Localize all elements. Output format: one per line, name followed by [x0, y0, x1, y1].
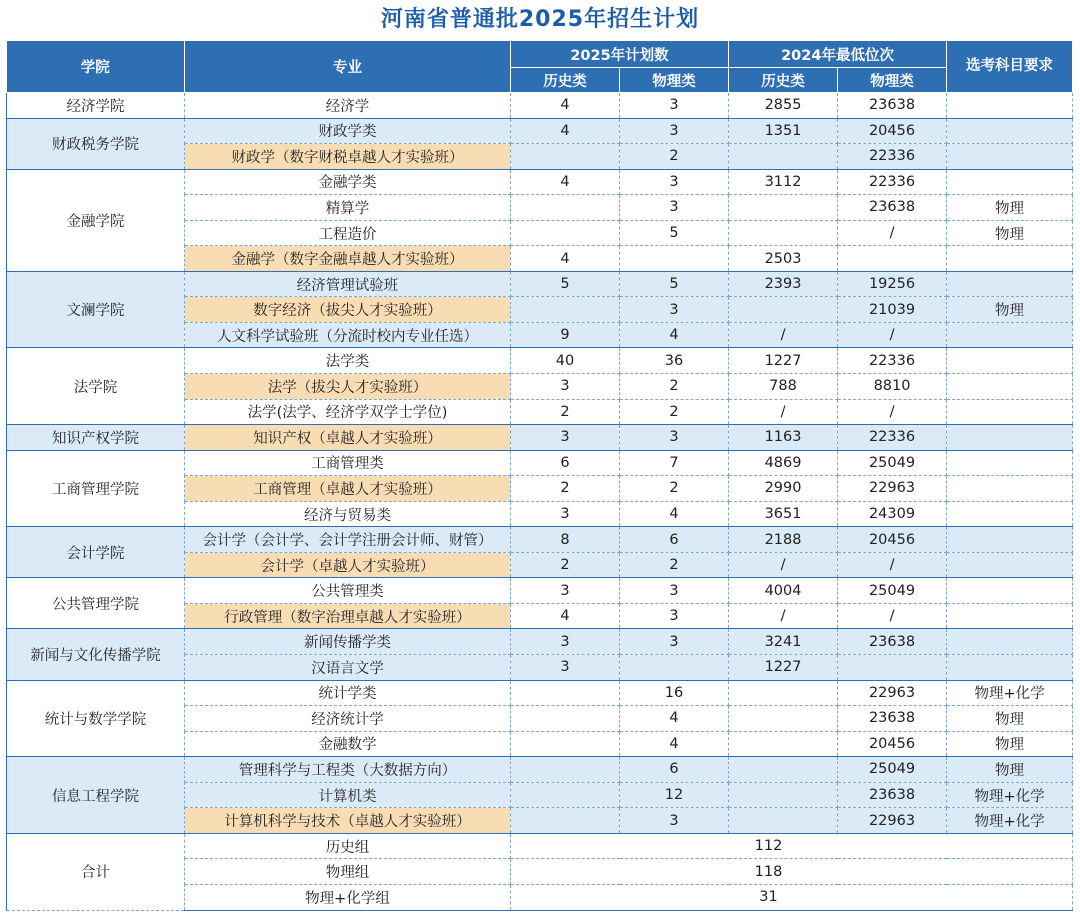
totals-group-name: 物理+化学组: [185, 884, 511, 910]
rank-history-cell: /: [729, 399, 838, 425]
rank-history-cell: 3112: [729, 169, 838, 195]
major-cell: 公共管理类: [185, 578, 511, 604]
subject-requirement-cell: [947, 348, 1073, 374]
plan-history-cell: [511, 195, 620, 221]
college-cell: 会计学院: [7, 527, 185, 578]
plan-physics-cell: 4: [620, 322, 729, 348]
plan-history-cell: 9: [511, 322, 620, 348]
subject-requirement-cell: 物理: [947, 731, 1073, 757]
plan-physics-cell: 2: [620, 374, 729, 400]
rank-physics-cell: [838, 655, 947, 681]
subject-requirement-cell: 物理: [947, 297, 1073, 323]
rank-physics-cell: 23638: [838, 629, 947, 655]
header-rank-history: 历史类: [729, 68, 838, 93]
rank-history-cell: [729, 706, 838, 732]
major-cell: 财政学类: [185, 118, 511, 144]
subject-requirement-cell: [947, 501, 1073, 527]
plan-physics-cell: 3: [620, 93, 729, 119]
subject-requirement-cell: 物理: [947, 757, 1073, 783]
table-row: [7, 425, 1073, 451]
major-cell: 工商管理类: [185, 450, 511, 476]
plan-history-cell: 2: [511, 476, 620, 502]
subject-requirement-cell: [947, 425, 1073, 451]
plan-history-cell: 4: [511, 246, 620, 272]
table-row: [7, 118, 1073, 144]
major-cell: 汉语言文学: [185, 655, 511, 681]
plan-physics-cell: 2: [620, 144, 729, 170]
major-cell: 法学(法学、经济学双学士学位): [185, 399, 511, 425]
plan-physics-cell: 2: [620, 552, 729, 578]
college-cell: 统计与数学学院: [7, 680, 185, 757]
plan-physics-cell: 36: [620, 348, 729, 374]
plan-physics-cell: 3: [620, 629, 729, 655]
rank-physics-cell: 19256: [838, 271, 947, 297]
plan-history-cell: [511, 220, 620, 246]
plan-history-cell: 4: [511, 93, 620, 119]
rank-physics-cell: 23638: [838, 195, 947, 221]
header-subject-requirement: 选考科目要求: [947, 41, 1073, 93]
subject-requirement-cell: 物理: [947, 706, 1073, 732]
plan-physics-cell: 3: [620, 118, 729, 144]
plan-history-cell: 6: [511, 450, 620, 476]
college-cell: 信息工程学院: [7, 757, 185, 834]
plan-physics-cell: 3: [620, 425, 729, 451]
plan-history-cell: 4: [511, 169, 620, 195]
major-cell: 知识产权（卓越人才实验班）: [185, 425, 511, 451]
rank-physics-cell: 21039: [838, 297, 947, 323]
plan-history-cell: 5: [511, 271, 620, 297]
college-cell: 金融学院: [7, 169, 185, 271]
plan-physics-cell: 12: [620, 782, 729, 808]
subject-requirement-cell: [947, 527, 1073, 553]
major-cell: 工商管理（卓越人才实验班）: [185, 476, 511, 502]
rank-physics-cell: [838, 246, 947, 272]
rank-history-cell: 1227: [729, 348, 838, 374]
rank-history-cell: [729, 195, 838, 221]
table-row: [7, 271, 1073, 297]
subject-requirement-cell: [947, 144, 1073, 170]
table-row: [7, 450, 1073, 476]
major-cell: 新闻传播学类: [185, 629, 511, 655]
college-cell: 公共管理学院: [7, 578, 185, 629]
plan-history-cell: 3: [511, 501, 620, 527]
table-row: [7, 757, 1073, 783]
plan-history-cell: 2: [511, 552, 620, 578]
enrollment-plan-table: [6, 41, 1073, 911]
rank-physics-cell: 22336: [838, 169, 947, 195]
rank-history-cell: 4004: [729, 578, 838, 604]
plan-physics-cell: 7: [620, 450, 729, 476]
major-cell: 统计学类: [185, 680, 511, 706]
plan-physics-cell: 2: [620, 476, 729, 502]
plan-physics-cell: 3: [620, 169, 729, 195]
rank-history-cell: 1227: [729, 655, 838, 681]
rank-physics-cell: 25049: [838, 450, 947, 476]
major-cell: 精算学: [185, 195, 511, 221]
plan-history-cell: [511, 782, 620, 808]
rank-physics-cell: 23638: [838, 93, 947, 119]
rank-history-cell: /: [729, 322, 838, 348]
major-cell: 计算机类: [185, 782, 511, 808]
rank-physics-cell: /: [838, 322, 947, 348]
rank-history-cell: 2503: [729, 246, 838, 272]
rank-physics-cell: 23638: [838, 782, 947, 808]
plan-history-cell: 3: [511, 655, 620, 681]
rank-physics-cell: 22336: [838, 348, 947, 374]
subject-requirement-cell: 物理+化学: [947, 808, 1073, 834]
plan-physics-cell: 5: [620, 271, 729, 297]
table-row: [7, 169, 1073, 195]
rank-physics-cell: 23638: [838, 706, 947, 732]
rank-physics-cell: /: [838, 399, 947, 425]
subject-requirement-cell: [947, 399, 1073, 425]
plan-physics-cell: 5: [620, 220, 729, 246]
plan-physics-cell: 3: [620, 195, 729, 221]
rank-physics-cell: /: [838, 220, 947, 246]
major-cell: 工程造价: [185, 220, 511, 246]
header-rank-2024: 2024年最低位次: [729, 41, 947, 68]
table-row: [7, 680, 1073, 706]
rank-physics-cell: 20456: [838, 731, 947, 757]
subject-requirement-cell: [947, 629, 1073, 655]
major-cell: 数字经济（拔尖人才实验班）: [185, 297, 511, 323]
plan-history-cell: [511, 680, 620, 706]
subject-requirement-cell: 物理: [947, 195, 1073, 221]
plan-history-cell: 40: [511, 348, 620, 374]
subject-requirement-cell: [947, 603, 1073, 629]
subject-requirement-cell: [947, 322, 1073, 348]
college-cell: 法学院: [7, 348, 185, 425]
table-row: [7, 629, 1073, 655]
rank-history-cell: 788: [729, 374, 838, 400]
major-cell: 经济管理试验班: [185, 271, 511, 297]
plan-history-cell: 3: [511, 578, 620, 604]
rank-physics-cell: /: [838, 552, 947, 578]
subject-requirement-cell: [947, 271, 1073, 297]
rank-history-cell: /: [729, 603, 838, 629]
plan-history-cell: 4: [511, 118, 620, 144]
header-major: 专业: [185, 41, 511, 93]
plan-history-cell: 3: [511, 374, 620, 400]
major-cell: 经济与贸易类: [185, 501, 511, 527]
major-cell: 经济学: [185, 93, 511, 119]
major-cell: 行政管理（数字治理卓越人才实验班）: [185, 603, 511, 629]
subject-requirement-cell: [947, 93, 1073, 119]
table-row: [7, 527, 1073, 553]
rank-history-cell: [729, 757, 838, 783]
subject-requirement-cell: [947, 450, 1073, 476]
rank-physics-cell: 22336: [838, 144, 947, 170]
subject-requirement-cell: 物理+化学: [947, 680, 1073, 706]
subject-requirement-cell: 物理+化学: [947, 782, 1073, 808]
plan-physics-cell: 2: [620, 399, 729, 425]
plan-physics-cell: 16: [620, 680, 729, 706]
major-cell: 金融学类: [185, 169, 511, 195]
totals-row: [7, 833, 1073, 859]
rank-physics-cell: 20456: [838, 118, 947, 144]
plan-history-cell: [511, 297, 620, 323]
rank-history-cell: 3651: [729, 501, 838, 527]
plan-history-cell: 3: [511, 425, 620, 451]
table-row: [7, 348, 1073, 374]
subject-requirement-cell: [947, 246, 1073, 272]
subject-requirement-cell: [947, 655, 1073, 681]
table-body: [7, 93, 1073, 911]
rank-history-cell: 2855: [729, 93, 838, 119]
plan-physics-cell: 3: [620, 578, 729, 604]
rank-physics-cell: 20456: [838, 527, 947, 553]
major-cell: 会计学（卓越人才实验班）: [185, 552, 511, 578]
college-cell: 经济学院: [7, 93, 185, 119]
page-title: 河南省普通批2025年招生计划: [380, 7, 700, 32]
major-cell: 金融学（数字金融卓越人才实验班）: [185, 246, 511, 272]
college-cell: 新闻与文化传播学院: [7, 629, 185, 680]
totals-label: 合计: [7, 833, 185, 910]
plan-history-cell: 3: [511, 629, 620, 655]
rank-history-cell: [729, 680, 838, 706]
header-college: 学院: [7, 41, 185, 93]
rank-history-cell: 1351: [729, 118, 838, 144]
subject-requirement-cell: 物理: [947, 220, 1073, 246]
major-cell: 人文科学试验班（分流时校内专业任选）: [185, 322, 511, 348]
plan-physics-cell: 6: [620, 527, 729, 553]
plan-physics-cell: 4: [620, 731, 729, 757]
totals-value: 112: [511, 833, 1073, 859]
plan-history-cell: 4: [511, 603, 620, 629]
totals-group-name: 历史组: [185, 833, 511, 859]
rank-physics-cell: 22963: [838, 476, 947, 502]
major-cell: 法学（拔尖人才实验班）: [185, 374, 511, 400]
college-cell: 财政税务学院: [7, 118, 185, 169]
rank-history-cell: [729, 731, 838, 757]
header-rank-physics: 物理类: [838, 68, 947, 93]
plan-history-cell: [511, 731, 620, 757]
rank-physics-cell: 22963: [838, 808, 947, 834]
subject-requirement-cell: [947, 169, 1073, 195]
rank-history-cell: [729, 808, 838, 834]
plan-history-cell: [511, 144, 620, 170]
plan-physics-cell: 6: [620, 757, 729, 783]
rank-history-cell: [729, 782, 838, 808]
plan-physics-cell: [620, 246, 729, 272]
plan-history-cell: [511, 706, 620, 732]
subject-requirement-cell: [947, 118, 1073, 144]
rank-physics-cell: 25049: [838, 757, 947, 783]
rank-history-cell: 3241: [729, 629, 838, 655]
plan-history-cell: [511, 757, 620, 783]
college-cell: 知识产权学院: [7, 425, 185, 451]
subject-requirement-cell: [947, 578, 1073, 604]
college-cell: 工商管理学院: [7, 450, 185, 527]
major-cell: 法学类: [185, 348, 511, 374]
major-cell: 金融数学: [185, 731, 511, 757]
rank-history-cell: /: [729, 552, 838, 578]
subject-requirement-cell: [947, 374, 1073, 400]
major-cell: 计算机科学与技术（卓越人才实验班）: [185, 808, 511, 834]
totals-value: 118: [511, 859, 1073, 885]
plan-physics-cell: 3: [620, 603, 729, 629]
rank-history-cell: 1163: [729, 425, 838, 451]
rank-physics-cell: /: [838, 603, 947, 629]
rank-physics-cell: 8810: [838, 374, 947, 400]
major-cell: 会计学（会计学、会计学注册会计师、财管）: [185, 527, 511, 553]
rank-physics-cell: 22963: [838, 680, 947, 706]
rank-history-cell: 2393: [729, 271, 838, 297]
rank-physics-cell: 24309: [838, 501, 947, 527]
plan-physics-cell: 4: [620, 501, 729, 527]
plan-history-cell: 8: [511, 527, 620, 553]
header-plan-history: 历史类: [511, 68, 620, 93]
subject-requirement-cell: [947, 552, 1073, 578]
rank-history-cell: [729, 144, 838, 170]
rank-history-cell: 2188: [729, 527, 838, 553]
totals-group-name: 物理组: [185, 859, 511, 885]
rank-history-cell: 2990: [729, 476, 838, 502]
rank-physics-cell: 25049: [838, 578, 947, 604]
rank-history-cell: 4869: [729, 450, 838, 476]
plan-physics-cell: 3: [620, 808, 729, 834]
college-cell: 文澜学院: [7, 271, 185, 348]
plan-physics-cell: 4: [620, 706, 729, 732]
table-row: [7, 578, 1073, 604]
rank-history-cell: [729, 297, 838, 323]
major-cell: 管理科学与工程类（大数据方向）: [185, 757, 511, 783]
plan-history-cell: 2: [511, 399, 620, 425]
table-row: [7, 93, 1073, 119]
totals-value: 31: [511, 884, 1073, 910]
rank-physics-cell: 22336: [838, 425, 947, 451]
plan-physics-cell: [620, 655, 729, 681]
plan-history-cell: [511, 808, 620, 834]
rank-history-cell: [729, 220, 838, 246]
subject-requirement-cell: [947, 476, 1073, 502]
header-plan-physics: 物理类: [620, 68, 729, 93]
header-plan-2025: 2025年计划数: [511, 41, 729, 68]
plan-physics-cell: 3: [620, 297, 729, 323]
major-cell: 经济统计学: [185, 706, 511, 732]
major-cell: 财政学（数字财税卓越人才实验班）: [185, 144, 511, 170]
